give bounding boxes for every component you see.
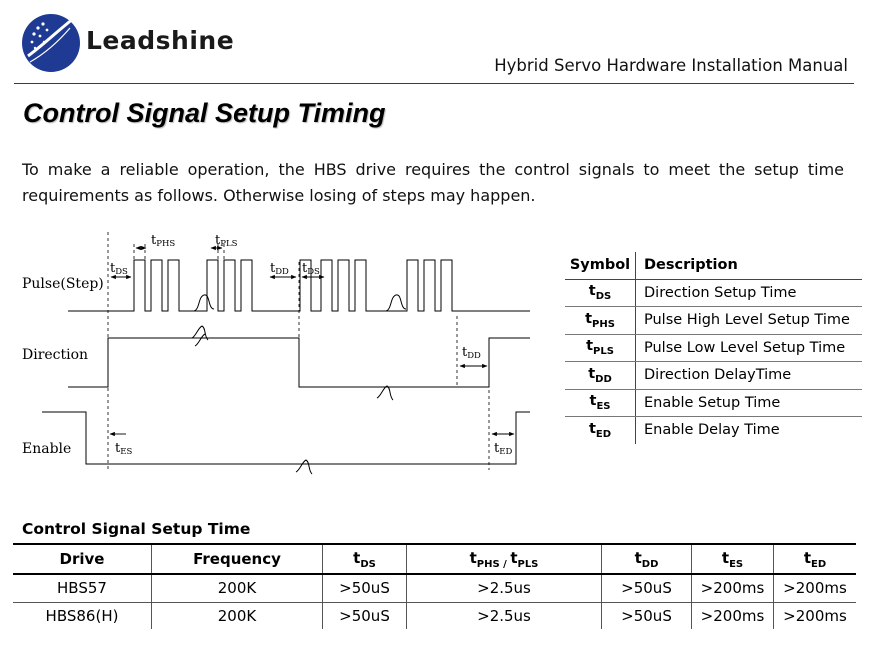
table-row	[565, 307, 862, 335]
cell-tes: >200ms	[692, 602, 774, 629]
setup-table-title: Control Signal Setup Time	[22, 520, 251, 538]
cell-tds: >50uS	[323, 602, 407, 629]
cell-frequency: 200K	[152, 602, 323, 629]
mark-tes: tES	[115, 441, 133, 457]
page-title: Control Signal Setup Timing	[23, 98, 386, 128]
cell-tdd: >50uS	[602, 602, 692, 629]
symbol-cell: $t_{DS}$	[565, 279, 636, 307]
signal-label-enable: Enable	[22, 441, 72, 457]
intro-paragraph: To make a reliable operation, the HBS drive requires the control signals to meet the setup time requirements as follows. Otherwise losing of steps may happen.	[22, 160, 844, 205]
cell-tphs-tpls: >2.5us	[407, 602, 602, 629]
description-cell: Pulse Low Level Setup Time	[636, 334, 863, 362]
signal-label-direction: Direction	[22, 347, 89, 363]
description-cell: Direction Setup Time	[636, 279, 863, 307]
header-tphs-tpls: $t_{PHS}$ $_/$ $t_{PLS}$	[407, 544, 602, 574]
symbol-cell: $t_{PHS}$	[565, 307, 636, 335]
cell-ted: >200ms	[774, 602, 857, 629]
cell-tphs-tpls: >2.5us	[407, 574, 602, 602]
header-tes: $t_{ES}$	[692, 544, 774, 574]
brand-name: Leadshine	[86, 26, 235, 55]
table-row	[565, 417, 862, 444]
table-header-row	[565, 252, 862, 279]
header-tdd: $t_{DD}$	[602, 544, 692, 574]
header-frequency: Frequency	[152, 544, 323, 574]
mark-tds-2: tDS	[302, 261, 320, 277]
symbol-description-table	[565, 252, 862, 444]
symbol-cell: $t_{ES}$	[565, 389, 636, 417]
mark-tdd-1: tDD	[270, 261, 289, 277]
setup-time-table	[13, 543, 856, 629]
description-cell: Direction DelayTime	[636, 362, 863, 390]
table-row	[565, 334, 862, 362]
symbol-cell: $t_{DD}$	[565, 362, 636, 390]
table-row	[565, 389, 862, 417]
cell-drive: HBS86(H)	[45, 606, 119, 625]
cell-tds: >50uS	[323, 574, 407, 602]
timing-diagram	[0, 220, 560, 490]
mark-tdd-2: tDD	[462, 345, 481, 361]
header-symbol: Symbol	[565, 252, 636, 279]
cell-frequency: 200K	[152, 574, 323, 602]
cell-tdd: >50uS	[602, 574, 692, 602]
cell-drive: HBS57	[13, 574, 152, 602]
table-row	[565, 362, 862, 390]
header-drive: Drive	[13, 544, 152, 574]
mark-ted: tED	[494, 441, 513, 457]
description-cell: Enable Delay Time	[644, 422, 780, 439]
symbol-cell: $t_{ED}$	[565, 417, 636, 444]
pulse-waveform	[68, 260, 530, 311]
description-cell: Enable Setup Time	[636, 389, 863, 417]
enable-waveform	[42, 412, 530, 464]
table-row	[13, 602, 856, 629]
header-divider	[14, 83, 854, 84]
cell-ted: >200ms	[774, 574, 857, 602]
header-description: Description	[636, 252, 863, 279]
header-tds: $t_{DS}$	[323, 544, 407, 574]
manual-title: Hybrid Servo Hardware Installation Manual	[494, 56, 848, 75]
table-row	[565, 279, 862, 307]
description-cell: Pulse High Level Setup Time	[636, 307, 863, 335]
header-ted: $t_{ED}$	[774, 544, 857, 574]
table-header-row	[13, 544, 856, 574]
cell-tes: >200ms	[692, 574, 774, 602]
mark-tds-1: tDS	[110, 261, 128, 277]
table-row	[13, 574, 856, 602]
signal-label-pulse: Pulse(Step)	[22, 276, 104, 292]
leadshine-logo-icon	[20, 12, 90, 74]
mark-tphs: tPHS	[151, 233, 176, 249]
symbol-cell: $t_{PLS}$	[565, 334, 636, 362]
direction-waveform	[68, 338, 530, 387]
mark-tpls: tPLS	[215, 233, 238, 249]
